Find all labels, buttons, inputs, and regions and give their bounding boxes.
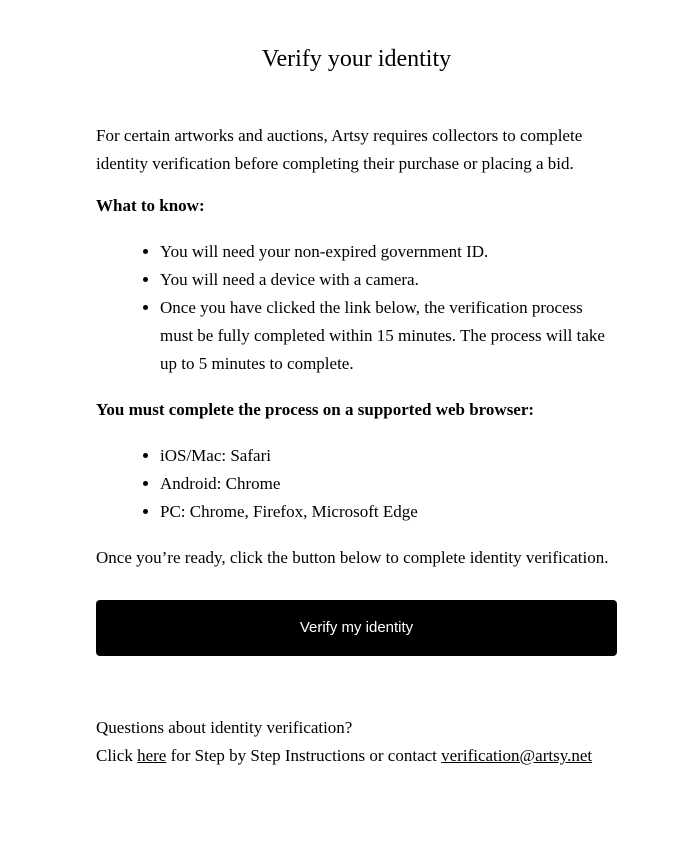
list-item: • Android: Chrome (160, 470, 617, 498)
footer-question: Questions about identity verification? (96, 718, 353, 737)
what-to-know-list (96, 238, 617, 378)
list-item: • iOS/Mac: Safari (160, 442, 617, 470)
list-item: • You will need a device with a camera. (160, 266, 617, 294)
what-to-know-heading: What to know: (96, 196, 205, 215)
footer-instructions (96, 742, 617, 770)
footer (96, 714, 617, 770)
page-title: Verify your identity (261, 46, 452, 72)
footer-instructions-prefix: Click (96, 746, 138, 765)
supported-browsers-list (96, 442, 617, 526)
list-item: • PC: Chrome, Firefox, Microsoft Edge (160, 498, 617, 526)
email-body (96, 0, 617, 770)
intro-paragraph: For certain artworks and auctions, Artsy requires collectors to complete identity verification before completing their purchase or placing a bid. (96, 126, 583, 173)
here-link[interactable]: here (137, 746, 167, 765)
list-item: • You will need your non-expired government ID. (160, 238, 617, 266)
verification-email-link[interactable]: verification@artsy.net (441, 746, 593, 765)
list-item: • Once you have clicked the link below, the verification process must be fully completed within 15 minutes. The process will take up to 5 minutes to complete. (160, 294, 617, 378)
supported-browsers-heading: You must complete the process on a supported web browser: (96, 400, 535, 419)
verify-my-identity-button[interactable]: Verify my identity (96, 600, 617, 656)
footer-instructions-suffix: for Step by Step Instructions or contact (166, 746, 442, 765)
ready-paragraph: Once you’re ready, click the button below to complete identity verification. (96, 548, 609, 567)
